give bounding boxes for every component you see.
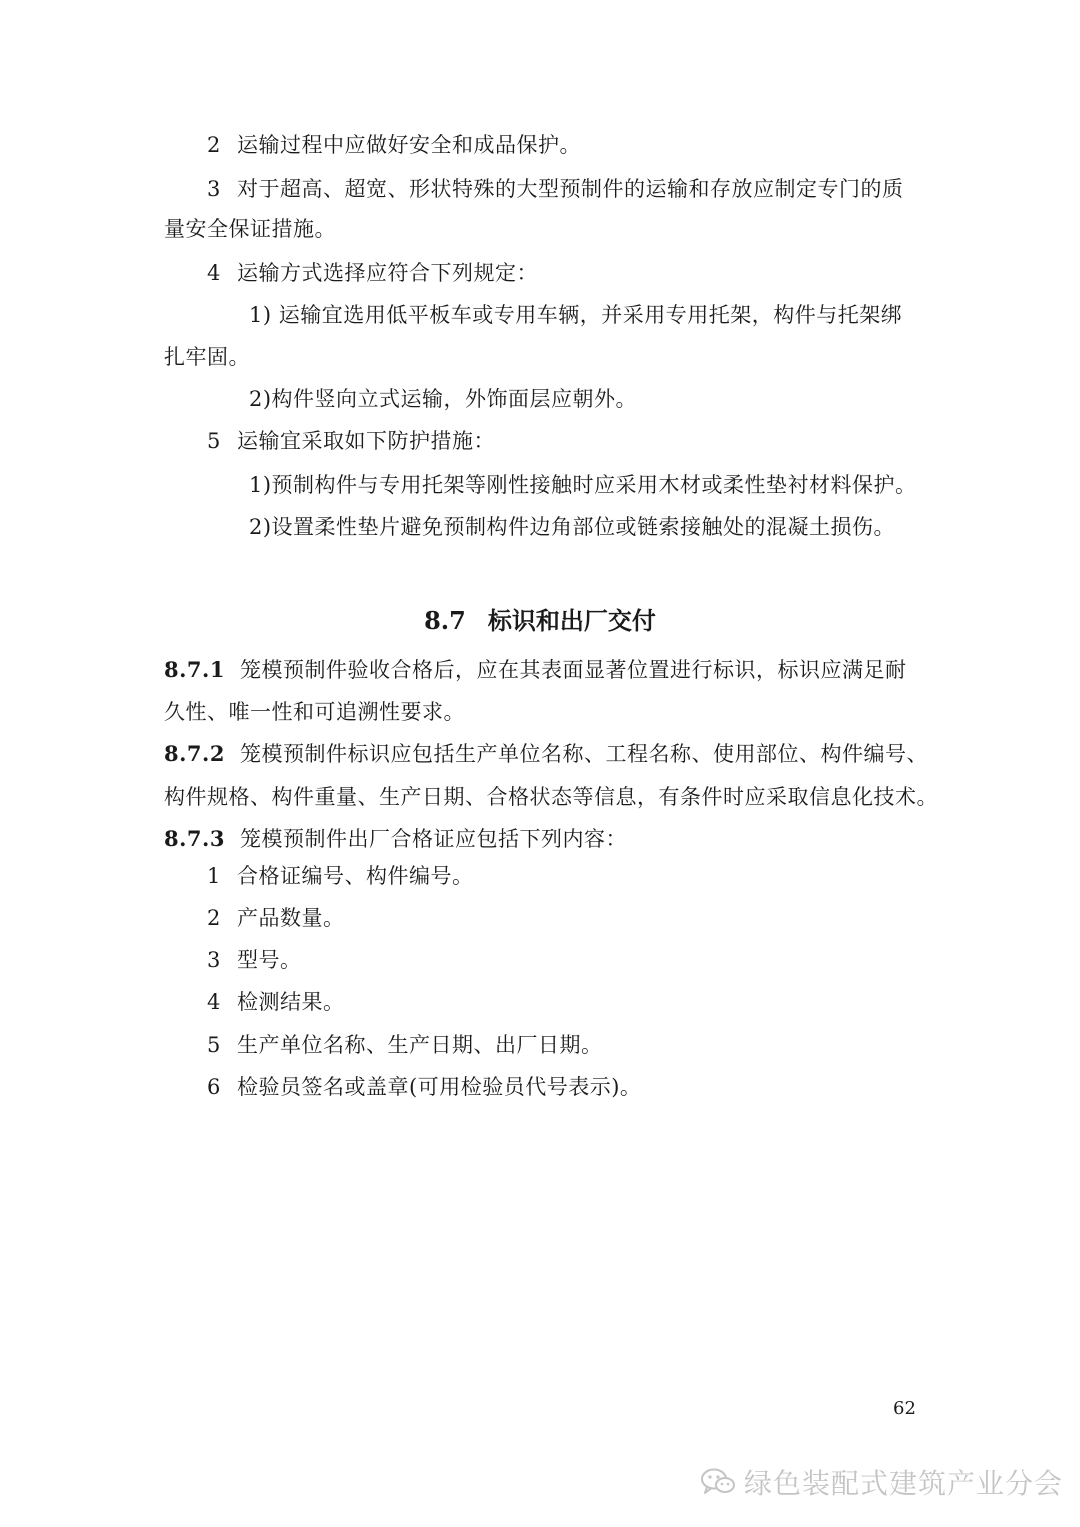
item-text: 运输宜采取如下防护措施：	[237, 429, 495, 453]
item-text: 对于超高、超宽、形状特殊的大型预制件的运输和存放应制定专门的质	[237, 177, 904, 201]
item-number: 1	[207, 864, 221, 888]
page-number: 62	[893, 1398, 916, 1419]
item-text: 型号。	[237, 948, 302, 972]
wechat-icon	[700, 1467, 736, 1497]
item-number: 4	[207, 261, 221, 285]
item-number: 2	[207, 906, 221, 930]
sub-item	[249, 300, 902, 330]
sub-item	[249, 384, 637, 414]
item-text: 运输方式选择应符合下列规定：	[237, 261, 538, 285]
watermark	[700, 1462, 1063, 1502]
item-text: 产品数量。	[237, 906, 345, 930]
sub-item-continuation	[164, 342, 250, 372]
clause-continuation	[164, 782, 938, 812]
item-number: 5	[207, 1033, 221, 1057]
clause-number: 8.7.1	[164, 657, 225, 682]
item-number: 3	[207, 948, 221, 972]
watermark-text: 绿色装配式建筑产业分会	[744, 1467, 1064, 1500]
item-number: 6	[207, 1075, 221, 1099]
section-heading	[0, 604, 1080, 638]
item-text: 合格证编号、构件编号。	[237, 864, 474, 888]
item-text: 量安全保证措施。	[164, 217, 336, 241]
list-item	[207, 861, 474, 891]
clause-text: 久性、唯一性和可追溯性要求。	[164, 700, 465, 724]
clause-number: 8.7.3	[164, 826, 225, 851]
sub-item-text: 2)设置柔性垫片避免预制构件边角部位或链索接触处的混凝土损伤。	[249, 515, 896, 539]
list-item	[207, 130, 581, 160]
item-number: 5	[207, 429, 221, 453]
clause-number: 8.7.2	[164, 741, 225, 766]
list-item	[207, 174, 904, 204]
list-item	[207, 1030, 603, 1060]
clause	[164, 824, 627, 854]
list-item	[207, 945, 302, 975]
clause-text: 笼模预制件出厂合格证应包括下列内容：	[240, 827, 627, 851]
clause	[164, 655, 907, 685]
sub-item-text: 2)构件竖向立式运输，外饰面层应朝外。	[249, 387, 638, 411]
list-item	[207, 426, 495, 456]
sub-item	[249, 512, 895, 542]
list-item	[207, 1072, 641, 1102]
item-text: 运输过程中应做好安全和成品保护。	[237, 133, 581, 157]
item-number: 3	[207, 177, 221, 201]
sub-item-text: 1)预制构件与专用托架等刚性接触时应采用木材或柔性垫衬材料保护。	[249, 473, 917, 497]
list-item	[207, 903, 345, 933]
sub-item-text: 扎牢固。	[164, 345, 250, 369]
clause-text: 构件规格、构件重量、生产日期、合格状态等信息，有条件时应采取信息化技术。	[164, 785, 938, 809]
clause	[164, 739, 928, 769]
sub-item-text: 1) 运输宜选用低平板车或专用车辆，并采用专用托架，构件与托架绑	[249, 303, 903, 327]
item-number: 2	[207, 133, 221, 157]
item-number: 4	[207, 990, 221, 1014]
item-text: 检验员签名或盖章(可用检验员代号表示)。	[237, 1075, 642, 1099]
list-item	[207, 987, 345, 1017]
list-item	[207, 258, 538, 288]
clause-text: 笼模预制件验收合格后，应在其表面显著位置进行标识，标识应满足耐	[240, 658, 907, 682]
clause-continuation	[164, 697, 465, 727]
clause-text: 笼模预制件标识应包括生产单位名称、工程名称、使用部位、构件编号、	[240, 742, 928, 766]
section-title: 标识和出厂交付	[487, 606, 656, 635]
item-text: 生产单位名称、生产日期、出厂日期。	[237, 1033, 603, 1057]
list-item-continuation	[164, 214, 336, 244]
item-text: 检测结果。	[237, 990, 345, 1014]
sub-item	[249, 470, 917, 500]
section-number: 8.7	[424, 606, 466, 635]
